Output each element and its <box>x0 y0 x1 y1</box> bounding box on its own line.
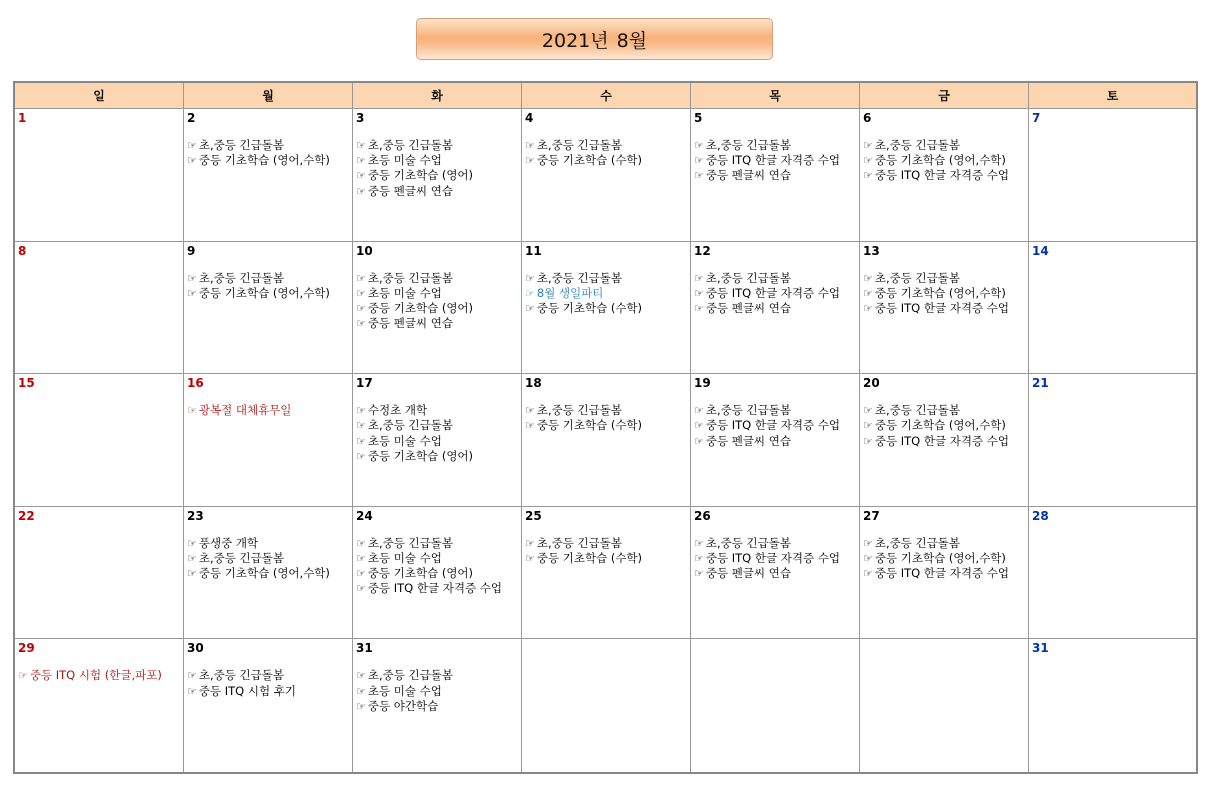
weekday-header-mon: 월 <box>184 83 353 109</box>
day-number: 2 <box>187 111 196 125</box>
event-text: 초,중등 긴급돌봄 <box>874 535 960 550</box>
pointing-hand-icon: ☞ <box>863 169 873 183</box>
pointing-hand-icon: ☞ <box>187 271 197 285</box>
event-item[interactable] <box>187 551 349 566</box>
event-text: 초등 미술 수업 <box>367 551 442 565</box>
event-text: 중등 펜글씨 연습 <box>705 433 791 448</box>
pointing-hand-icon: ☞ <box>356 302 366 315</box>
event-text: 초등 미술 수업 <box>367 153 442 168</box>
event-list <box>356 668 518 714</box>
event-item[interactable] <box>187 668 349 683</box>
day-cell[interactable] <box>522 507 691 640</box>
day-number <box>694 641 856 655</box>
event-item[interactable] <box>356 684 518 699</box>
day-number: 9 <box>187 243 196 258</box>
day-cell[interactable] <box>15 109 184 242</box>
title-month: 8월 <box>616 29 648 52</box>
event-text: 중등 ITQ 한글 자격증 수업 <box>874 433 1009 448</box>
event-item[interactable] <box>356 184 518 199</box>
event-text: 수정초 개학 <box>367 403 428 418</box>
event-text: 광복절 대체휴무일 <box>198 403 292 418</box>
day-number: 23 <box>187 508 204 523</box>
event-item[interactable] <box>694 551 856 566</box>
day-number: 14 <box>1032 243 1049 258</box>
day-cell[interactable] <box>15 507 184 640</box>
event-text: 중등 기초학습 (영어,수학) <box>874 551 1006 565</box>
pointing-hand-icon: ☞ <box>356 684 366 698</box>
pointing-hand-icon: ☞ <box>187 139 197 152</box>
day-cell[interactable] <box>353 109 522 242</box>
day-cell[interactable] <box>522 639 691 772</box>
pointing-hand-icon: ☞ <box>694 419 704 433</box>
event-item[interactable] <box>863 536 1025 551</box>
event-item[interactable] <box>694 566 856 581</box>
event-list <box>356 403 518 464</box>
event-item[interactable] <box>863 138 1025 153</box>
event-item[interactable] <box>525 153 687 168</box>
month-title <box>416 18 773 60</box>
day-cell[interactable] <box>1029 374 1196 507</box>
pointing-hand-icon: ☞ <box>694 567 704 581</box>
day-cell[interactable] <box>691 507 860 640</box>
pointing-hand-icon: ☞ <box>863 286 873 300</box>
day-cell[interactable] <box>860 374 1029 507</box>
event-text: 초,중등 긴급돌봄 <box>874 403 960 418</box>
event-text: 초,중등 긴급돌봄 <box>198 668 284 683</box>
event-text: 중등 ITQ 시험 (한글,파포) <box>29 668 162 683</box>
event-item[interactable] <box>863 551 1025 566</box>
event-text: 초,중등 긴급돌봄 <box>874 138 960 152</box>
event-list <box>694 138 856 184</box>
pointing-hand-icon: ☞ <box>694 139 704 152</box>
weekday-header-wed: 수 <box>522 83 691 109</box>
pointing-hand-icon: ☞ <box>694 286 704 300</box>
day-number: 29 <box>18 641 35 656</box>
pointing-hand-icon: ☞ <box>525 154 535 168</box>
event-item[interactable] <box>187 153 349 168</box>
day-number <box>863 641 1025 655</box>
event-text: 중등 기초학습 (수학) <box>536 153 643 168</box>
day-cell[interactable] <box>1029 507 1196 640</box>
event-item[interactable] <box>863 403 1025 418</box>
pointing-hand-icon: ☞ <box>525 536 535 550</box>
event-text: 초,중등 긴급돌봄 <box>705 270 791 285</box>
weekday-header-tue: 화 <box>353 83 522 109</box>
event-item[interactable] <box>863 566 1025 581</box>
event-text: 초,중등 긴급돌봄 <box>198 551 284 565</box>
event-text: 초,중등 긴급돌봄 <box>367 418 453 433</box>
event-text: 초,중등 긴급돌봄 <box>367 270 453 285</box>
event-item[interactable] <box>356 153 518 168</box>
event-text: 중등 기초학습 (영어,수학) <box>874 153 1006 168</box>
event-item[interactable] <box>694 271 856 286</box>
day-number: 15 <box>18 376 35 391</box>
event-item[interactable] <box>356 286 518 301</box>
event-text: 초,중등 긴급돌봄 <box>367 668 453 683</box>
event-item[interactable] <box>525 403 687 418</box>
pointing-hand-icon: ☞ <box>694 434 704 448</box>
pointing-hand-icon: ☞ <box>187 404 197 418</box>
day-number: 1 <box>18 111 27 125</box>
event-item[interactable] <box>187 138 349 153</box>
day-cell[interactable] <box>184 109 353 242</box>
calendar-grid <box>13 81 1198 774</box>
event-item[interactable] <box>356 449 518 464</box>
day-cell[interactable] <box>353 639 522 772</box>
pointing-hand-icon: ☞ <box>694 404 704 418</box>
event-list <box>694 536 856 582</box>
event-item[interactable] <box>356 316 518 331</box>
day-cell[interactable] <box>691 242 860 375</box>
event-list <box>525 536 687 566</box>
event-item[interactable] <box>694 434 856 449</box>
day-cell[interactable] <box>184 507 353 640</box>
pointing-hand-icon: ☞ <box>863 536 873 550</box>
pointing-hand-icon: ☞ <box>187 154 197 168</box>
event-item[interactable] <box>356 168 518 183</box>
day-number: 22 <box>18 508 35 523</box>
weekday-header-sat: 토 <box>1029 83 1196 109</box>
day-number: 3 <box>356 111 365 125</box>
event-list <box>187 536 349 582</box>
day-number: 7 <box>1032 111 1041 125</box>
event-item[interactable] <box>694 168 856 183</box>
event-item[interactable] <box>356 551 518 566</box>
event-list <box>18 668 180 683</box>
event-item[interactable] <box>356 536 518 551</box>
day-number: 6 <box>863 111 872 125</box>
pointing-hand-icon: ☞ <box>356 669 366 683</box>
event-list <box>863 536 1025 582</box>
day-number: 12 <box>694 243 711 258</box>
day-cell[interactable] <box>522 109 691 242</box>
day-cell[interactable] <box>691 109 860 242</box>
event-item[interactable] <box>863 418 1025 433</box>
day-number: 27 <box>863 508 880 523</box>
event-item[interactable] <box>525 271 687 286</box>
day-cell[interactable] <box>184 639 353 772</box>
event-item[interactable] <box>187 566 349 581</box>
day-cell[interactable] <box>691 639 860 772</box>
event-text: 초,중등 긴급돌봄 <box>536 535 622 550</box>
day-number: 8 <box>18 243 27 258</box>
event-item[interactable] <box>863 301 1025 316</box>
pointing-hand-icon: ☞ <box>694 169 704 183</box>
pointing-hand-icon: ☞ <box>863 154 873 168</box>
event-item[interactable] <box>694 138 856 153</box>
event-item[interactable] <box>356 138 518 153</box>
pointing-hand-icon: ☞ <box>356 184 366 198</box>
event-text: 중등 펜글씨 연습 <box>705 566 791 581</box>
pointing-hand-icon: ☞ <box>356 419 366 433</box>
event-text: 중등 기초학습 (영어) <box>367 566 474 581</box>
event-item[interactable] <box>525 536 687 551</box>
pointing-hand-icon: ☞ <box>356 317 366 331</box>
day-cell[interactable] <box>184 242 353 375</box>
event-item[interactable] <box>694 301 856 316</box>
pointing-hand-icon: ☞ <box>187 684 197 698</box>
event-item[interactable] <box>356 418 518 433</box>
event-list <box>187 403 349 418</box>
event-item[interactable] <box>187 286 349 301</box>
day-cell[interactable] <box>860 109 1029 242</box>
pointing-hand-icon: ☞ <box>694 154 704 168</box>
pointing-hand-icon: ☞ <box>525 139 535 152</box>
event-text: 중등 ITQ 한글 자격증 수업 <box>705 153 840 168</box>
event-item[interactable] <box>694 418 856 433</box>
event-text: 중등 ITQ 한글 자격증 수업 <box>874 301 1009 315</box>
day-cell[interactable] <box>860 242 1029 375</box>
pointing-hand-icon: ☞ <box>356 582 366 596</box>
event-text: 초,중등 긴급돌봄 <box>536 403 622 418</box>
day-number: 16 <box>187 376 204 391</box>
pointing-hand-icon: ☞ <box>356 567 366 581</box>
event-item[interactable] <box>525 418 687 433</box>
event-text: 초등 미술 수업 <box>367 683 442 698</box>
day-cell[interactable] <box>15 374 184 507</box>
event-text: 중등 펜글씨 연습 <box>367 316 453 331</box>
event-text: 중등 기초학습 (영어,수학) <box>198 153 330 168</box>
pointing-hand-icon: ☞ <box>356 434 366 448</box>
day-cell[interactable] <box>353 374 522 507</box>
day-cell[interactable] <box>522 374 691 507</box>
day-cell[interactable] <box>860 507 1029 640</box>
event-item[interactable] <box>18 668 180 683</box>
weekday-header-fri: 금 <box>860 83 1029 109</box>
day-number: 4 <box>525 111 534 125</box>
pointing-hand-icon: ☞ <box>863 434 873 448</box>
pointing-hand-icon: ☞ <box>356 404 366 418</box>
event-list <box>863 138 1025 184</box>
event-text: 중등 ITQ 시험 후기 <box>198 683 296 698</box>
event-item[interactable] <box>187 684 349 699</box>
event-text: 초,중등 긴급돌봄 <box>536 270 622 285</box>
event-text: 풍생중 개학 <box>198 535 259 550</box>
event-item[interactable] <box>356 566 518 581</box>
day-cell[interactable] <box>1029 109 1196 242</box>
event-item[interactable] <box>863 286 1025 301</box>
event-text: 8월 생일파티 <box>536 285 604 300</box>
day-cell[interactable] <box>691 374 860 507</box>
day-number: 19 <box>694 376 711 391</box>
pointing-hand-icon: ☞ <box>694 302 704 315</box>
event-text: 중등 기초학습 (수학) <box>536 301 643 315</box>
pointing-hand-icon: ☞ <box>187 286 197 300</box>
event-list <box>187 271 349 301</box>
event-item[interactable] <box>356 301 518 316</box>
pointing-hand-icon: ☞ <box>187 536 197 550</box>
event-item[interactable] <box>187 536 349 551</box>
event-text: 중등 ITQ 한글 자격증 수업 <box>874 566 1009 581</box>
day-cell[interactable] <box>15 639 184 772</box>
pointing-hand-icon: ☞ <box>356 154 366 168</box>
event-item[interactable] <box>525 301 687 316</box>
day-number: 17 <box>356 376 373 391</box>
pointing-hand-icon: ☞ <box>863 567 873 581</box>
day-cell[interactable] <box>1029 639 1196 772</box>
event-text: 중등 펜글씨 연습 <box>705 168 791 183</box>
event-item[interactable] <box>356 271 518 286</box>
day-cell[interactable] <box>353 242 522 375</box>
weekday-header-thu: 목 <box>691 83 860 109</box>
pointing-hand-icon: ☞ <box>356 552 366 565</box>
pointing-hand-icon: ☞ <box>525 419 535 433</box>
event-list <box>187 668 349 698</box>
event-item[interactable] <box>525 286 687 301</box>
pointing-hand-icon: ☞ <box>356 449 366 463</box>
pointing-hand-icon: ☞ <box>525 404 535 418</box>
day-number: 18 <box>525 376 542 391</box>
day-number: 20 <box>863 376 880 391</box>
event-item[interactable] <box>356 403 518 418</box>
weekday-header-sun: 일 <box>15 83 184 109</box>
day-cell[interactable] <box>522 242 691 375</box>
event-text: 초,중등 긴급돌봄 <box>705 535 791 550</box>
pointing-hand-icon: ☞ <box>187 669 197 683</box>
pointing-hand-icon: ☞ <box>863 419 873 433</box>
event-text: 초,중등 긴급돌봄 <box>536 138 622 152</box>
pointing-hand-icon: ☞ <box>525 552 535 565</box>
event-text: 중등 기초학습 (영어,수학) <box>198 566 330 581</box>
event-text: 초,중등 긴급돌봄 <box>198 138 284 152</box>
day-cell[interactable] <box>353 507 522 640</box>
event-text: 중등 야간학습 <box>367 698 439 713</box>
day-number: 31 <box>1032 641 1049 656</box>
event-text: 중등 기초학습 (영어,수학) <box>198 285 330 300</box>
event-list <box>863 271 1025 317</box>
event-text: 중등 기초학습 (수학) <box>536 418 643 433</box>
event-item[interactable] <box>525 138 687 153</box>
day-number: 24 <box>356 508 373 523</box>
event-text: 중등 펜글씨 연습 <box>367 183 453 198</box>
pointing-hand-icon: ☞ <box>187 552 197 565</box>
day-cell[interactable] <box>860 639 1029 772</box>
pointing-hand-icon: ☞ <box>525 302 535 315</box>
event-text: 중등 기초학습 (영어) <box>367 168 474 183</box>
pointing-hand-icon: ☞ <box>356 139 366 152</box>
day-number: 10 <box>356 243 373 258</box>
event-text: 중등 기초학습 (영어,수학) <box>874 418 1006 433</box>
day-number: 30 <box>187 641 204 656</box>
day-number <box>525 641 687 655</box>
pointing-hand-icon: ☞ <box>356 271 366 285</box>
event-text: 초,중등 긴급돌봄 <box>705 403 791 418</box>
event-item[interactable] <box>694 286 856 301</box>
event-text: 초,중등 긴급돌봄 <box>367 535 453 550</box>
event-text: 초,중등 긴급돌봄 <box>367 138 453 152</box>
event-item[interactable] <box>356 581 518 596</box>
day-number: 13 <box>863 243 880 258</box>
event-list <box>525 271 687 317</box>
pointing-hand-icon: ☞ <box>356 169 366 183</box>
event-text: 중등 ITQ 한글 자격증 수업 <box>705 551 840 565</box>
day-number: 21 <box>1032 376 1049 391</box>
event-text: 초,중등 긴급돌봄 <box>705 138 791 152</box>
event-list <box>356 271 518 332</box>
event-list <box>694 403 856 449</box>
event-list <box>525 138 687 168</box>
pointing-hand-icon: ☞ <box>356 699 366 713</box>
event-item[interactable] <box>863 271 1025 286</box>
day-cell[interactable] <box>184 374 353 507</box>
event-list <box>356 138 518 199</box>
event-text: 중등 기초학습 (영어) <box>367 448 474 463</box>
event-list <box>863 403 1025 449</box>
pointing-hand-icon: ☞ <box>525 271 535 285</box>
title-year: 2021년 <box>541 29 609 52</box>
event-list <box>187 138 349 168</box>
event-item[interactable] <box>356 434 518 449</box>
event-list <box>525 403 687 433</box>
pointing-hand-icon: ☞ <box>356 536 366 550</box>
pointing-hand-icon: ☞ <box>863 302 873 315</box>
pointing-hand-icon: ☞ <box>694 536 704 550</box>
pointing-hand-icon: ☞ <box>863 139 873 152</box>
event-item[interactable] <box>356 699 518 714</box>
event-item[interactable] <box>863 434 1025 449</box>
pointing-hand-icon: ☞ <box>863 404 873 418</box>
event-item[interactable] <box>694 536 856 551</box>
event-text: 중등 ITQ 한글 자격증 수업 <box>705 285 840 300</box>
pointing-hand-icon: ☞ <box>694 552 704 565</box>
event-item[interactable] <box>694 403 856 418</box>
day-number: 5 <box>694 111 703 125</box>
day-cell[interactable] <box>1029 242 1196 375</box>
day-number: 28 <box>1032 508 1049 523</box>
pointing-hand-icon: ☞ <box>694 271 704 285</box>
event-text: 중등 펜글씨 연습 <box>705 301 791 315</box>
event-item[interactable] <box>356 668 518 683</box>
event-text: 중등 기초학습 (수학) <box>536 551 643 565</box>
event-text: 중등 ITQ 한글 자격증 수업 <box>367 581 502 596</box>
event-text: 초,중등 긴급돌봄 <box>874 270 960 285</box>
event-item[interactable] <box>187 403 349 418</box>
event-item[interactable] <box>863 153 1025 168</box>
event-text: 중등 ITQ 한글 자격증 수업 <box>705 418 840 433</box>
day-number: 11 <box>525 243 542 258</box>
event-item[interactable] <box>525 551 687 566</box>
pointing-hand-icon: ☞ <box>863 552 873 565</box>
day-number: 31 <box>356 641 373 656</box>
event-text: 중등 ITQ 한글 자격증 수업 <box>874 168 1009 183</box>
pointing-hand-icon: ☞ <box>863 271 873 285</box>
event-text: 초등 미술 수업 <box>367 285 442 300</box>
day-number: 26 <box>694 508 711 523</box>
event-item[interactable] <box>694 153 856 168</box>
pointing-hand-icon: ☞ <box>18 669 28 683</box>
event-text: 중등 기초학습 (영어) <box>367 301 474 315</box>
event-item[interactable] <box>863 168 1025 183</box>
day-number: 25 <box>525 508 542 523</box>
pointing-hand-icon: ☞ <box>356 286 366 300</box>
pointing-hand-icon: ☞ <box>525 286 535 300</box>
event-list <box>694 271 856 317</box>
event-text: 초등 미술 수업 <box>367 433 442 448</box>
event-text: 중등 기초학습 (영어,수학) <box>874 285 1006 300</box>
day-cell[interactable] <box>15 242 184 375</box>
event-text: 초,중등 긴급돌봄 <box>198 270 284 285</box>
event-item[interactable] <box>187 271 349 286</box>
pointing-hand-icon: ☞ <box>187 567 197 581</box>
event-list <box>356 536 518 597</box>
